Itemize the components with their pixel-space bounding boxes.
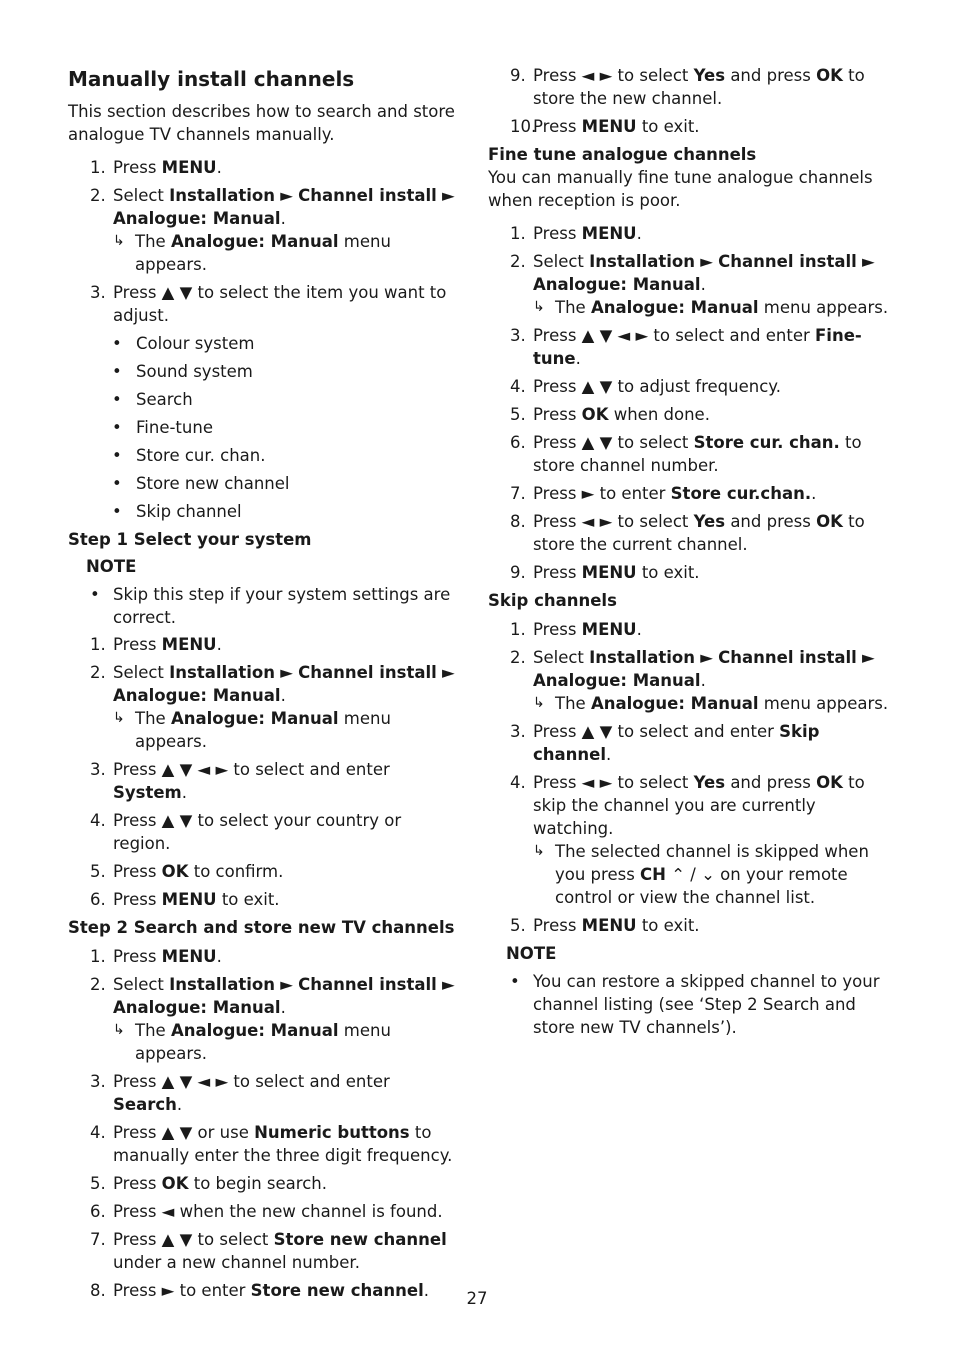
- bold-term: Channel install: [298, 186, 437, 205]
- note-label: NOTE: [86, 557, 137, 576]
- list-item: [68, 888, 460, 911]
- step-number: 4.: [510, 377, 526, 396]
- bold-term: Analogue: Manual: [113, 686, 281, 705]
- step-number: 10.: [510, 117, 537, 136]
- bold-term: Analogue: Manual: [590, 694, 759, 713]
- step-number: 4.: [90, 811, 106, 830]
- step-text: The selected channel is skipped when you press: [555, 842, 869, 884]
- step-text: ►: [274, 663, 299, 682]
- bold-term: Installation: [589, 648, 695, 667]
- step-text: .: [700, 671, 706, 690]
- list-item: [68, 1121, 460, 1167]
- bold-term: Channel install: [298, 975, 437, 994]
- result-line: [533, 692, 890, 715]
- step-text: Press: [533, 620, 582, 639]
- bold-term: Analogue: Manual: [113, 209, 281, 228]
- skip-list: [488, 618, 890, 937]
- step-text: and press: [725, 512, 817, 531]
- bold-term: MENU: [161, 890, 217, 909]
- step-number: 1.: [510, 620, 526, 639]
- result-line: [533, 296, 890, 319]
- step-number: 2.: [90, 186, 106, 205]
- result-arrow-icon: ↳: [533, 695, 545, 711]
- step-text: .: [606, 745, 612, 764]
- step-text: Press ◄ ► to select: [533, 66, 694, 85]
- step-text: .: [216, 635, 222, 654]
- step-number: 6.: [90, 1202, 106, 1221]
- bold-term: MENU: [161, 158, 217, 177]
- step-text: when done.: [608, 405, 710, 424]
- step-text: to store the new channel.: [533, 66, 865, 108]
- bold-term: Installation: [169, 186, 275, 205]
- step-text: and press: [725, 773, 817, 792]
- section-intro: This section describes how to search and store analogue TV channels manually.: [68, 102, 455, 144]
- step-text: to begin search.: [188, 1174, 327, 1193]
- list-item: [488, 115, 890, 138]
- list-item: [68, 184, 460, 276]
- right-column: [488, 64, 890, 1043]
- step-text: Press: [533, 224, 582, 243]
- bold-term: MENU: [581, 117, 637, 136]
- step-text: .: [181, 783, 187, 802]
- bold-term: Analogue: Manual: [113, 998, 281, 1017]
- bold-term: MENU: [581, 224, 637, 243]
- page-number: 27: [466, 1289, 488, 1308]
- note-item: • Skip this step if your system settings are correct.: [90, 585, 451, 627]
- step-text: Press ◄ ► to select: [533, 773, 694, 792]
- bold-term: OK: [161, 862, 189, 881]
- step-number: 3.: [90, 1072, 106, 1091]
- step-text: .: [280, 998, 286, 1017]
- list-item: [68, 809, 460, 855]
- bold-term: Store new channel: [250, 1281, 424, 1300]
- step-text: ►: [436, 663, 455, 682]
- list-item: [488, 646, 890, 715]
- list-item: [488, 510, 890, 556]
- step-text: .: [176, 1095, 183, 1114]
- step-text: Press: [533, 563, 582, 582]
- step-text: .: [423, 1281, 430, 1300]
- list-item: [488, 720, 890, 766]
- step-text: Press ▲ ▼ or use: [113, 1123, 255, 1142]
- step-text: ►: [274, 975, 299, 994]
- step-text: .: [575, 349, 581, 368]
- bold-term: MENU: [581, 916, 637, 935]
- list-item: [68, 973, 460, 1065]
- step-number: 9.: [510, 563, 526, 582]
- list-item: [488, 482, 890, 505]
- step-number: 5.: [510, 916, 526, 935]
- step-text: Press: [113, 890, 162, 909]
- step-text: ►: [436, 975, 455, 994]
- step1-heading: Step 1 Select your system: [68, 530, 312, 549]
- list-item: • Colour system: [112, 334, 255, 353]
- bold-term: Store cur.chan.: [670, 484, 812, 503]
- step-text: menu appears.: [135, 232, 391, 274]
- result-line: [113, 230, 460, 276]
- bold-term: Fine-tune: [533, 326, 862, 368]
- list-item: [68, 945, 460, 968]
- list-item: [488, 324, 890, 370]
- step-text: and press: [725, 66, 817, 85]
- bold-term: Store new channel: [273, 1230, 447, 1249]
- step2-list: [68, 945, 460, 1302]
- step-text: The: [135, 709, 171, 728]
- step-text: Press: [113, 1174, 162, 1193]
- step-text: Select: [113, 975, 170, 994]
- step-text: The: [555, 298, 591, 317]
- step-text: under a new channel number.: [113, 1253, 360, 1272]
- step2-continued-list: [488, 64, 890, 138]
- step-text: Press ► to enter: [533, 484, 671, 503]
- step-text: ►: [856, 252, 875, 271]
- result-arrow-icon: ↳: [113, 1022, 125, 1038]
- step-text: Press: [113, 862, 162, 881]
- note-item: • You can restore a skipped channel to your channel listing (see ‘Step 2 Search and store new TV channels’).: [510, 972, 880, 1037]
- step-text: ⌃ / ⌄ on your remote control or view the channel list.: [555, 865, 848, 907]
- step-text: Press ▲ ▼ ◄ ► to select and enter: [113, 1072, 390, 1091]
- step-number: 5.: [90, 862, 106, 881]
- step-text: menu appears.: [135, 709, 391, 751]
- step-text: Press: [533, 916, 582, 935]
- step-text: ►: [856, 648, 875, 667]
- step-text: Press ▲ ▼ ◄ ► to select and enter: [533, 326, 816, 345]
- note-label: NOTE: [506, 944, 557, 963]
- bold-term: Skip channel: [533, 722, 820, 764]
- list-item: [68, 1200, 460, 1223]
- step-number: 2.: [510, 648, 526, 667]
- bold-term: Yes: [693, 66, 726, 85]
- step-number: 5.: [90, 1174, 106, 1193]
- list-item: [488, 222, 890, 245]
- step-number: 1.: [90, 635, 106, 654]
- step-text: Press ▲ ▼ to select and enter: [533, 722, 780, 741]
- list-item: [68, 1172, 460, 1195]
- list-item: [488, 250, 890, 319]
- step-text: ►: [694, 648, 719, 667]
- bold-term: MENU: [581, 563, 637, 582]
- step-text: Select: [113, 186, 170, 205]
- list-item: [68, 860, 460, 883]
- fine-tune-intro: You can manually fine tune analogue channels when reception is poor.: [488, 168, 873, 210]
- section-title: Manually install channels: [68, 67, 355, 91]
- step-text: Select: [113, 663, 170, 682]
- result-line: [113, 707, 460, 753]
- step-text: Press ▲ ▼ to adjust frequency.: [533, 377, 781, 396]
- list-item: [488, 618, 890, 641]
- step-text: to skip the channel you are currently watching.: [533, 773, 865, 838]
- bold-term: Analogue: Manual: [533, 671, 701, 690]
- list-item: [488, 431, 890, 477]
- step-text: Press: [113, 947, 162, 966]
- step-number: 3.: [90, 283, 106, 302]
- fine-tune-list: [488, 222, 890, 584]
- bold-term: Analogue: Manual: [533, 275, 701, 294]
- step-text: ►: [274, 186, 299, 205]
- install-steps-list: [68, 156, 460, 327]
- step-number: 7.: [90, 1230, 106, 1249]
- bold-term: OK: [161, 1174, 189, 1193]
- step-number: 4.: [90, 1123, 106, 1142]
- step-number: 2.: [510, 252, 526, 271]
- list-item: [488, 771, 890, 909]
- step-text: Press ◄ ► to select: [533, 512, 694, 531]
- step-text: to confirm.: [188, 862, 284, 881]
- step-text: to manually enter the three digit frequency.: [113, 1123, 453, 1165]
- step-text: Press: [533, 405, 582, 424]
- step-text: menu appears.: [758, 298, 889, 317]
- result-line: [113, 1019, 460, 1065]
- step-text: .: [636, 224, 642, 243]
- bold-term: Yes: [693, 773, 726, 792]
- list-item: [68, 661, 460, 753]
- list-item: [68, 281, 460, 327]
- step-text: Select: [533, 648, 590, 667]
- list-item: • Skip channel: [112, 502, 242, 521]
- bold-term: Channel install: [718, 252, 857, 271]
- step-number: 6.: [90, 890, 106, 909]
- list-item: [68, 633, 460, 656]
- bold-term: OK: [816, 773, 843, 792]
- step-text: .: [216, 158, 222, 177]
- step-number: 2.: [90, 975, 106, 994]
- bold-term: MENU: [161, 947, 217, 966]
- step-number: 4.: [510, 773, 526, 792]
- fine-tune-heading: Fine tune analogue channels: [488, 145, 757, 164]
- step-number: 1.: [90, 947, 106, 966]
- step-number: 1.: [90, 158, 106, 177]
- bold-term: Analogue: Manual: [170, 709, 339, 728]
- bold-term: MENU: [581, 620, 637, 639]
- adjustable-items-list: [68, 332, 460, 523]
- bold-term: Analogue: Manual: [170, 1021, 339, 1040]
- step1-list: [68, 633, 460, 911]
- step-text: .: [280, 209, 286, 228]
- result-arrow-icon: ↳: [533, 299, 545, 315]
- step-text: .: [636, 620, 642, 639]
- list-item: [68, 1070, 460, 1116]
- step-text: Press ▲ ▼ to select your country or region.: [113, 811, 402, 853]
- bold-term: CH: [640, 865, 666, 884]
- left-column: [68, 64, 460, 1307]
- step-text: The: [135, 1021, 171, 1040]
- step-text: .: [700, 275, 706, 294]
- step-text: Press ▲ ▼ to select: [113, 1230, 274, 1249]
- step-text: ►: [436, 186, 455, 205]
- list-item: • Sound system: [112, 362, 253, 381]
- step-text: Press ► to enter: [113, 1281, 251, 1300]
- step-text: The: [555, 694, 591, 713]
- step-text: Press: [113, 158, 162, 177]
- step-number: 3.: [510, 326, 526, 345]
- list-item: [488, 403, 890, 426]
- step-text: ►: [694, 252, 719, 271]
- step-number: 3.: [510, 722, 526, 741]
- list-item: [68, 758, 460, 804]
- bold-term: Store cur. chan.: [693, 433, 840, 452]
- bold-term: Channel install: [718, 648, 857, 667]
- step-number: 1.: [510, 224, 526, 243]
- skip-heading: Skip channels: [488, 591, 617, 610]
- step-text: to store channel number.: [533, 433, 862, 475]
- list-item: [488, 375, 890, 398]
- step-text: .: [280, 686, 286, 705]
- step-text: Press: [113, 635, 162, 654]
- step-text: menu appears.: [135, 1021, 391, 1063]
- bold-term: OK: [581, 405, 609, 424]
- step-text: menu appears.: [758, 694, 889, 713]
- step-number: 2.: [90, 663, 106, 682]
- bold-term: Search: [113, 1095, 177, 1114]
- bold-term: Yes: [693, 512, 726, 531]
- list-item: [488, 561, 890, 584]
- step-number: 7.: [510, 484, 526, 503]
- list-item: [488, 64, 890, 110]
- bold-term: Numeric buttons: [254, 1123, 410, 1142]
- step-text: Press ▲ ▼ to select: [533, 433, 694, 452]
- step-text: .: [811, 484, 817, 503]
- step-number: 6.: [510, 433, 526, 452]
- step-text: Select: [533, 252, 590, 271]
- bold-term: Analogue: Manual: [590, 298, 759, 317]
- bold-term: OK: [816, 66, 843, 85]
- step2-heading: Step 2 Search and store new TV channels: [68, 918, 455, 937]
- result-arrow-icon: ↳: [113, 710, 125, 726]
- step-number: 5.: [510, 405, 526, 424]
- bold-term: Channel install: [298, 663, 437, 682]
- bold-term: System: [113, 783, 182, 802]
- step-text: Press ▲ ▼ to select the item you want to adjust.: [113, 283, 447, 325]
- step-text: Press ▲ ▼ ◄ ► to select and enter: [113, 760, 390, 779]
- result-arrow-icon: ↳: [533, 843, 545, 859]
- step-text: to store the current channel.: [533, 512, 865, 554]
- step-text: Press ◄ when the new channel is found.: [113, 1202, 443, 1221]
- bold-term: Analogue: Manual: [170, 232, 339, 251]
- step-text: to exit.: [636, 117, 700, 136]
- bold-term: OK: [816, 512, 843, 531]
- list-item: • Fine-tune: [112, 418, 213, 437]
- step-text: to exit.: [636, 563, 700, 582]
- step-text: The: [135, 232, 171, 251]
- step-number: 8.: [90, 1281, 106, 1300]
- step-number: 8.: [510, 512, 526, 531]
- bold-term: Installation: [169, 975, 275, 994]
- step-text: Press: [533, 117, 582, 136]
- list-item: [68, 1228, 460, 1274]
- list-item: [68, 156, 460, 179]
- list-item: • Store new channel: [112, 474, 290, 493]
- result-arrow-icon: ↳: [113, 233, 125, 249]
- bold-term: Installation: [169, 663, 275, 682]
- step-text: to exit.: [636, 916, 700, 935]
- step-text: to exit.: [216, 890, 280, 909]
- list-item: • Store cur. chan.: [112, 446, 266, 465]
- bold-term: Installation: [589, 252, 695, 271]
- list-item: [488, 914, 890, 937]
- result-line: [533, 840, 890, 909]
- step-number: 3.: [90, 760, 106, 779]
- list-item: • Search: [112, 390, 193, 409]
- bold-term: MENU: [161, 635, 217, 654]
- step-text: .: [216, 947, 222, 966]
- step-number: 9.: [510, 66, 526, 85]
